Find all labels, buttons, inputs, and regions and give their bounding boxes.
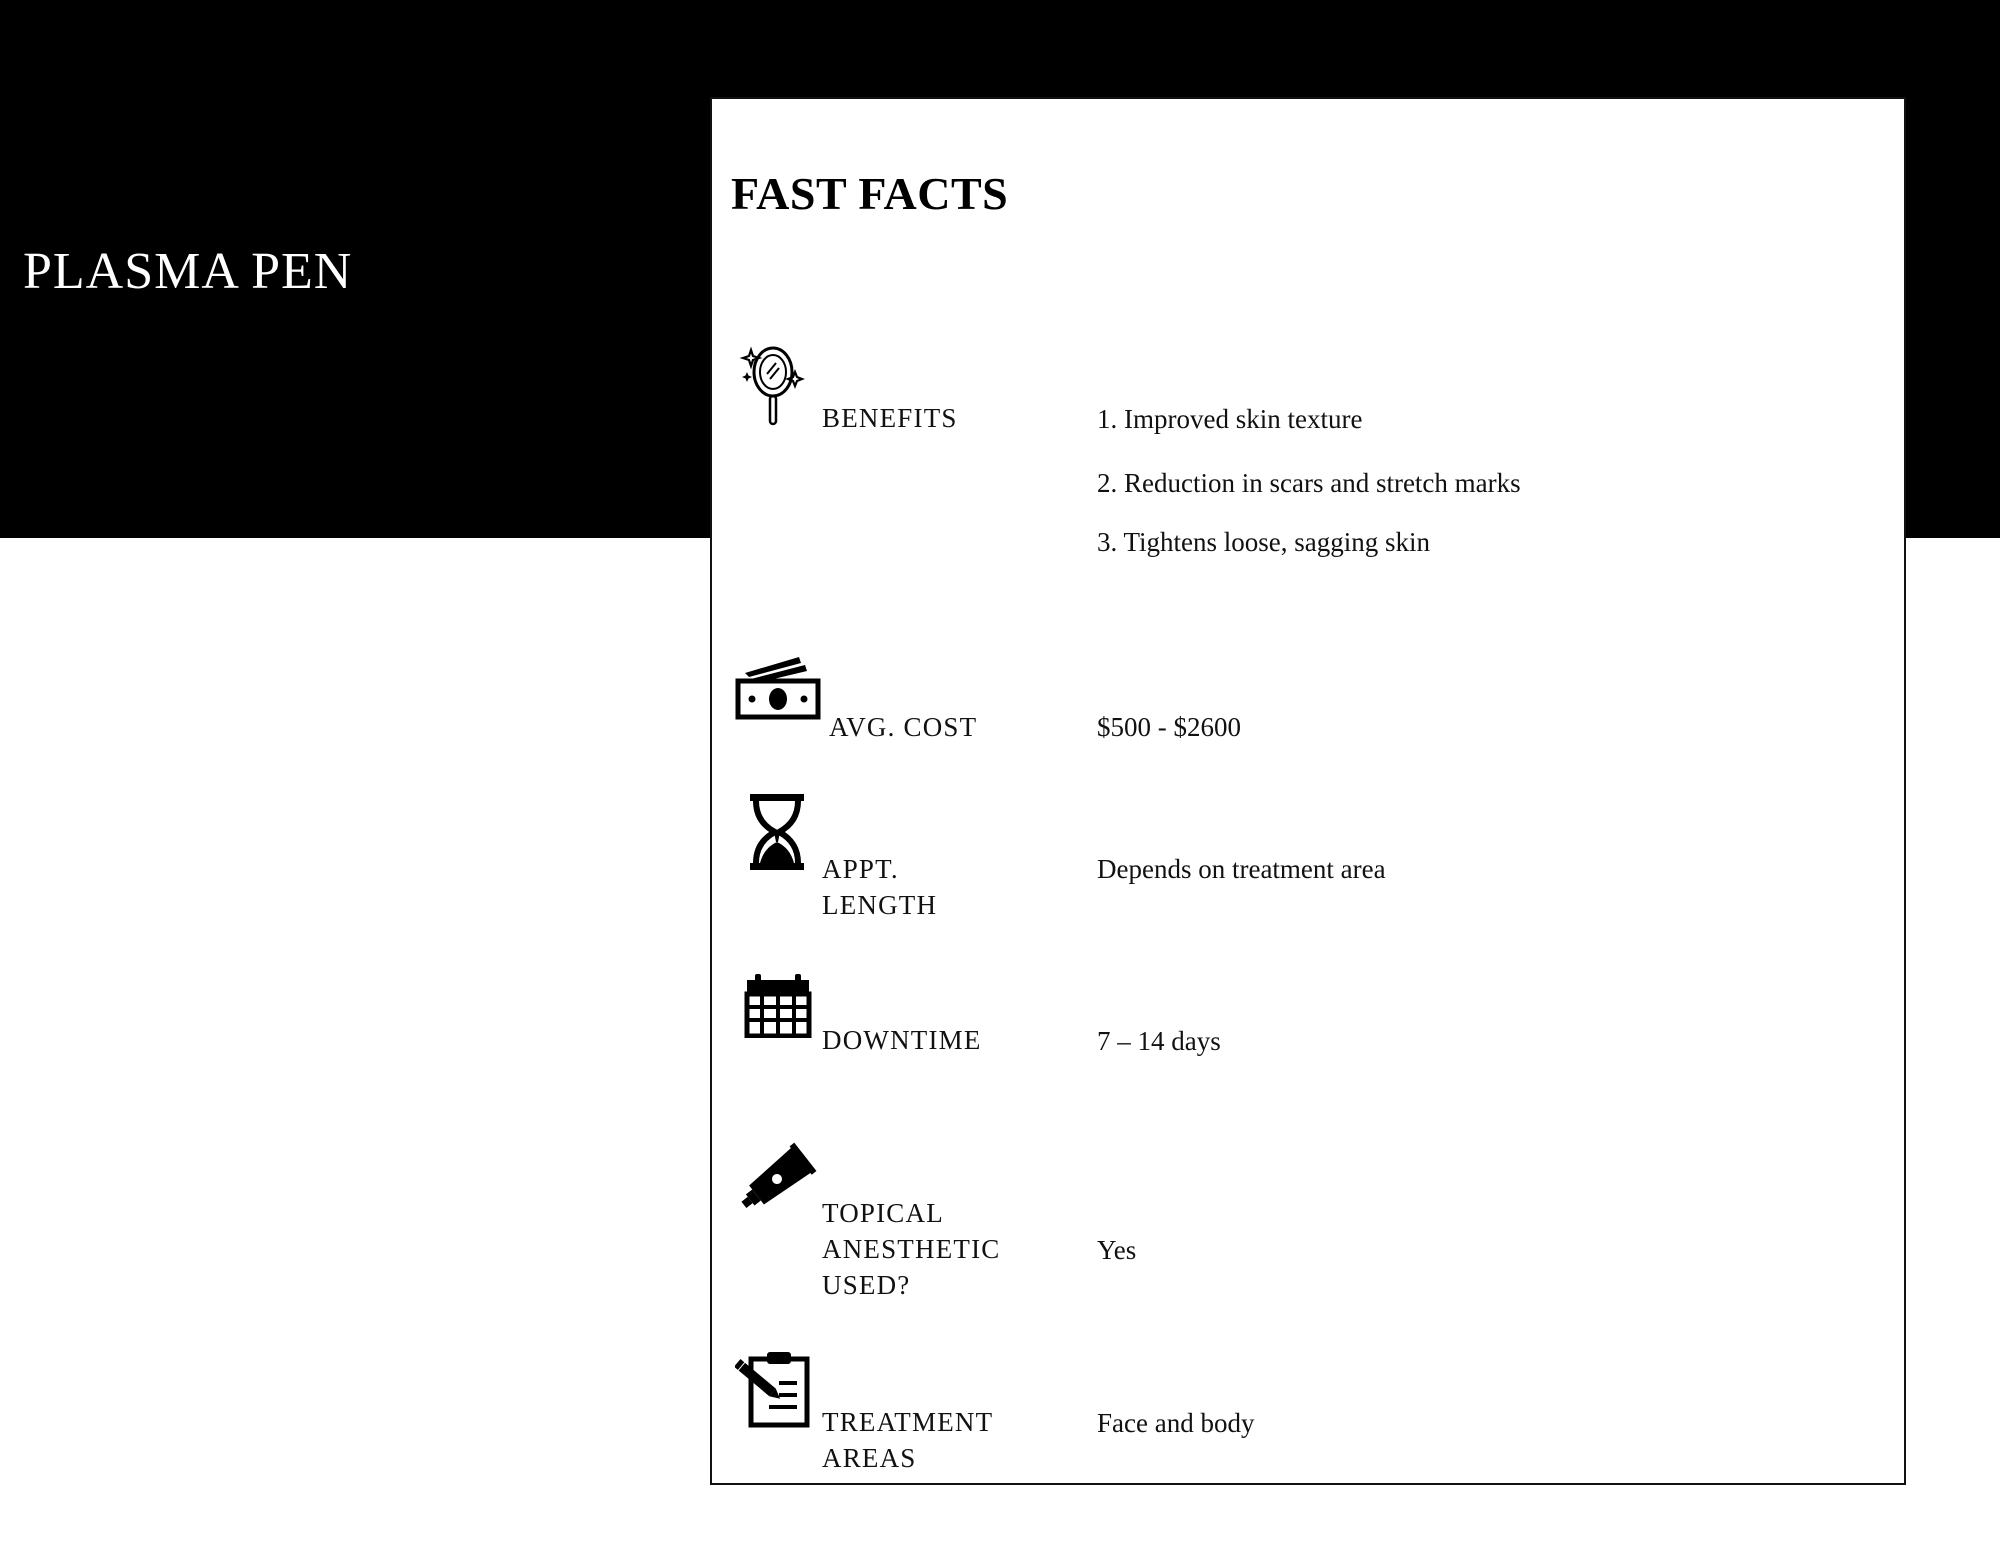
label-line: TREATMENT [822,1407,994,1437]
fact-label-appt-length [822,851,937,923]
benefit-item: 1. Improved skin texture [1097,404,1363,434]
fact-label-treatment-areas [822,1404,993,1476]
label-line: USED? [822,1270,911,1300]
fast-facts-card [710,97,1906,1485]
money-icon [735,655,821,721]
ointment-tube-icon [737,1139,817,1219]
fact-label-topical-anesthetic [822,1195,1000,1303]
label-line: LENGTH [822,890,938,920]
hourglass-icon [748,792,806,872]
fact-value-avg-cost: $500 - $2600 [1097,712,1241,742]
label-line: APPT. [822,854,899,884]
fact-value-topical-anesthetic: Yes [1097,1235,1137,1265]
label-line: TOPICAL [822,1198,944,1228]
label-line: ANESTHETIC [822,1234,1001,1264]
fact-value-downtime: 7 – 14 days [1097,1026,1221,1056]
benefit-item: 3. Tightens loose, sagging skin [1097,527,1431,557]
fact-label-avg-cost: AVG. COST [829,712,978,742]
page-title: PLASMA PEN [23,243,353,300]
fact-value-treatment-areas: Face and body [1097,1408,1255,1438]
benefit-item: 2. Reduction in scars and stretch marks [1097,468,1521,498]
fact-value-appt-length: Depends on treatment area [1097,854,1386,884]
clipboard-icon [735,1349,815,1429]
hand-mirror-icon [739,342,805,428]
calendar-icon [744,972,812,1038]
fact-label-downtime: DOWNTIME [822,1025,982,1055]
label-line: AREAS [822,1443,917,1473]
fact-label-benefits: BENEFITS [822,403,958,433]
card-title: FAST FACTS [731,168,1009,219]
